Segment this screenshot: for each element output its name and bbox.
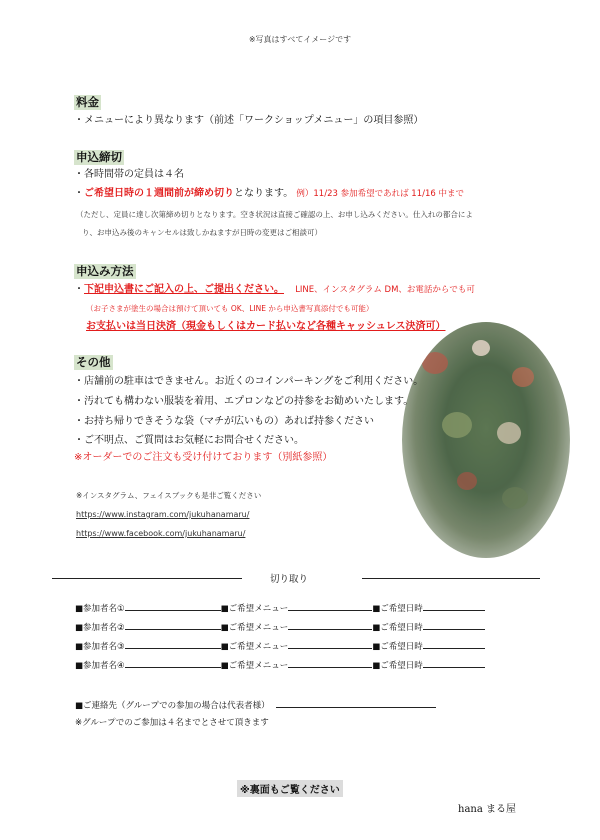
cut-label: 切り取り <box>270 574 309 585</box>
cut-line-left <box>52 578 242 579</box>
participant-name-label: ■参加者名③ <box>75 642 125 652</box>
order-note: ※オーダーでのご注文も受け付けております（別紙参照） <box>74 452 333 463</box>
date-field[interactable] <box>423 639 485 649</box>
contact-field[interactable] <box>276 698 436 708</box>
date-label: ■ご希望日時 <box>372 604 423 614</box>
date-label: ■ご希望日時 <box>372 661 423 671</box>
shop-signature: hana まる屋 <box>458 804 516 815</box>
menu-label: ■ご希望メニュー <box>220 623 289 633</box>
menu-field[interactable] <box>288 601 372 611</box>
other-heading: その他 <box>76 355 111 369</box>
photo-disclaimer: ※写真はすべてイメージです <box>248 35 352 44</box>
payment-note: お支払いは当日決済（現金もしくはカード払いなど各種キャッシュレス決済可） <box>86 321 446 332</box>
date-field[interactable] <box>423 658 485 668</box>
date-field[interactable] <box>423 601 485 611</box>
deadline-rule <box>74 187 464 201</box>
deadline-heading: 申込締切 <box>76 150 122 164</box>
deadline-red-text: ご希望日時の１週間前が締め切り <box>84 188 234 199</box>
participant-name-field[interactable] <box>125 601 221 611</box>
other-item-bag: ・お持ち帰りできそうな袋（マチが広いもの）あれば持参ください <box>74 416 374 427</box>
group-note: ※グループでのご参加は４名までとさせて頂きます <box>75 718 269 728</box>
apply-channels: LINE、インスタグラム DM、お電話からでも可 <box>295 285 475 295</box>
bullet: ・ <box>74 188 84 199</box>
facebook-link[interactable]: https://www.facebook.com/jukuhanamaru/ <box>76 529 246 538</box>
menu-label: ■ご希望メニュー <box>220 604 289 614</box>
contact-label: ■ご連絡先（グループでの参加の場合は代表者様） <box>75 701 270 711</box>
menu-label: ■ご希望メニュー <box>220 661 289 671</box>
other-item-parking: ・店舗前の駐車はできません。お近くのコインパーキングをご利用ください。 <box>74 376 424 387</box>
contact-row <box>75 698 436 711</box>
deadline-note-2: り、お申込み後のキャンセルは致しかねますが日時の変更はご相談可） <box>82 228 322 237</box>
instagram-link[interactable]: https://www.instagram.com/jukuhanamaru/ <box>76 510 250 519</box>
price-line: ・メニューにより異なります（前述「ワークショップメニュー」の項目参照） <box>74 115 424 126</box>
other-item-clothing: ・汚れても構わない服装を着用、エプロンなどの持参をお勧めいたします。 <box>74 396 414 407</box>
form-row <box>75 658 485 671</box>
participant-name-label: ■参加者名② <box>75 623 125 633</box>
menu-label: ■ご希望メニュー <box>220 642 289 652</box>
apply-heading: 申込み方法 <box>76 264 134 278</box>
form-row <box>75 601 485 614</box>
date-label: ■ご希望日時 <box>372 623 423 633</box>
deadline-example: 例）11/23 参加希望であれば 11/16 中まで <box>296 189 464 199</box>
apply-method <box>74 283 475 297</box>
form-row <box>75 639 485 652</box>
price-heading: 料金 <box>76 95 99 109</box>
deadline-note-1: （ただし、定員に達し次第締め切りとなります。空き状況は直接ご確認の上、お申し込みください。仕入れの都合によ <box>76 210 473 219</box>
bullet: ・ <box>74 284 84 295</box>
participant-name-field[interactable] <box>125 639 221 649</box>
cut-line-right <box>362 578 540 579</box>
participant-name-label: ■参加者名① <box>75 604 125 614</box>
deadline-capacity: ・各時間帯の定員は４名 <box>74 169 184 180</box>
apply-red-text: 下記申込書にご記入の上、ご提出ください。 <box>84 284 284 295</box>
participant-name-label: ■参加者名④ <box>75 661 125 671</box>
participant-name-field[interactable] <box>125 658 221 668</box>
deadline-rest-text: となります。 <box>234 188 294 199</box>
date-field[interactable] <box>423 620 485 630</box>
date-label: ■ご希望日時 <box>372 642 423 652</box>
sns-note: ※インスタグラム、フェイスブックも是非ご覧ください <box>76 491 262 500</box>
menu-field[interactable] <box>288 639 372 649</box>
participant-name-field[interactable] <box>125 620 221 630</box>
menu-field[interactable] <box>288 658 372 668</box>
back-side-note: ※裏面もご覧ください <box>237 780 343 797</box>
other-item-questions: ・ご不明点、ご質問はお気軽にお問合せください。 <box>74 435 304 446</box>
flower-photo <box>402 322 570 558</box>
apply-note: （お子さまが塗生の場合は預けて頂いても OK、LINE から申込書写真添付でも可能） <box>86 304 374 313</box>
form-row <box>75 620 485 633</box>
menu-field[interactable] <box>288 620 372 630</box>
